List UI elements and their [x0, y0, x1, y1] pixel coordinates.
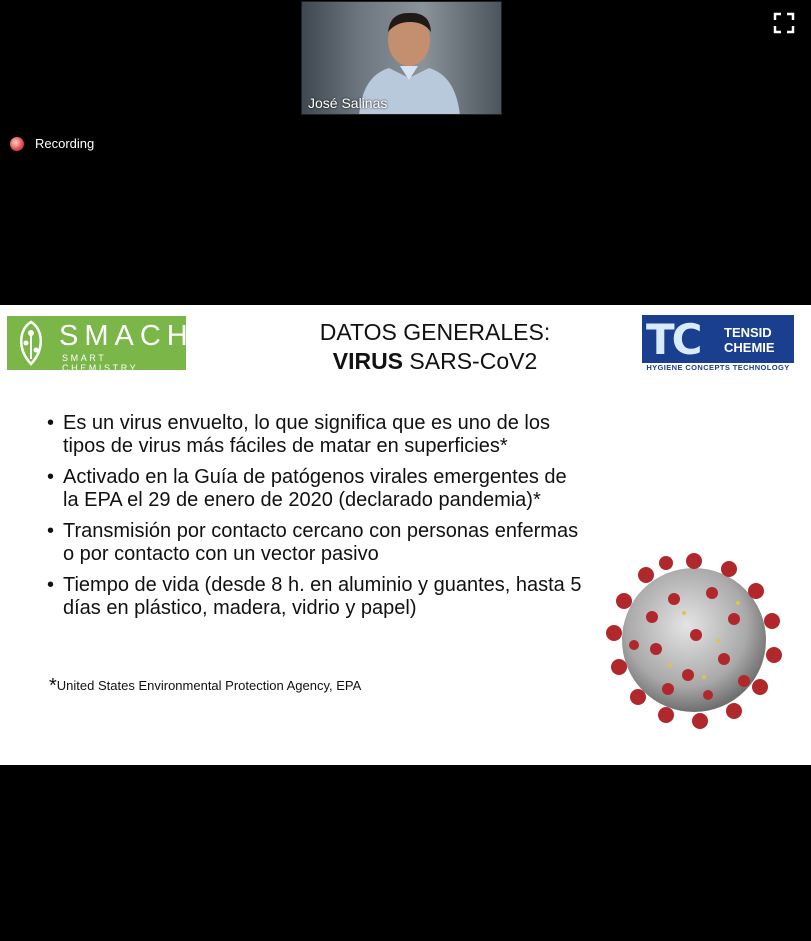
- footnote-text: United States Environmental Protection Agency, EPA: [56, 678, 362, 693]
- bullet-item: • Tiempo de vida (desde 8 h. en aluminio y guantes, hasta 5 días en plástico, madera, vidrio y papel): [47, 574, 587, 620]
- smach-subtitle: SMART CHEMISTRY: [62, 353, 139, 373]
- tensid-chemie-logo: [642, 315, 794, 373]
- coronavirus-image: [604, 549, 784, 731]
- smach-logo: [7, 316, 194, 373]
- tc-tagline: HYGIENE CONCEPTS TECHNOLOGY: [646, 363, 790, 372]
- tc-letters: TC: [646, 315, 700, 364]
- recording-indicator: [10, 136, 94, 151]
- slide-title-bold: VIRUS: [332, 348, 404, 374]
- participant-video-tile[interactable]: [301, 1, 502, 115]
- bullet-item: • Transmisión por contacto cercano con personas enfermas o por contacto con un vector pasivo: [47, 520, 587, 566]
- footnote-star: *: [49, 675, 57, 697]
- recording-label: Recording: [35, 136, 95, 151]
- tc-company-name: [724, 325, 775, 355]
- footnote: [49, 675, 361, 698]
- bullet-item: • Activado en la Guía de patógenos virales emergentes de la EPA el 29 de enero de 2020 (declarado pandemia)*: [47, 466, 587, 512]
- slide-title-line1: DATOS GENERALES:: [319, 319, 551, 345]
- shared-slide: [0, 305, 811, 765]
- recording-dot-icon: [10, 137, 24, 151]
- slide-title-line2: [300, 347, 570, 376]
- slide-title-rest: SARS-CoV2: [403, 348, 538, 374]
- tc-name-line1: TENSID: [724, 325, 772, 340]
- tc-logo-box: [642, 315, 794, 363]
- smach-name: SMACH: [59, 320, 194, 352]
- bullet-item: • Es un virus envuelto, lo que significa que es uno de los tipos de virus más fáciles de matar en superficies*: [47, 412, 587, 458]
- slide-title: [300, 318, 570, 376]
- bullet-list: [47, 412, 587, 628]
- participant-name: José Salinas: [308, 95, 388, 111]
- fullscreen-icon[interactable]: [773, 12, 795, 34]
- tc-name-line2: CHEMIE: [724, 340, 775, 355]
- leaf-icon: [12, 319, 50, 367]
